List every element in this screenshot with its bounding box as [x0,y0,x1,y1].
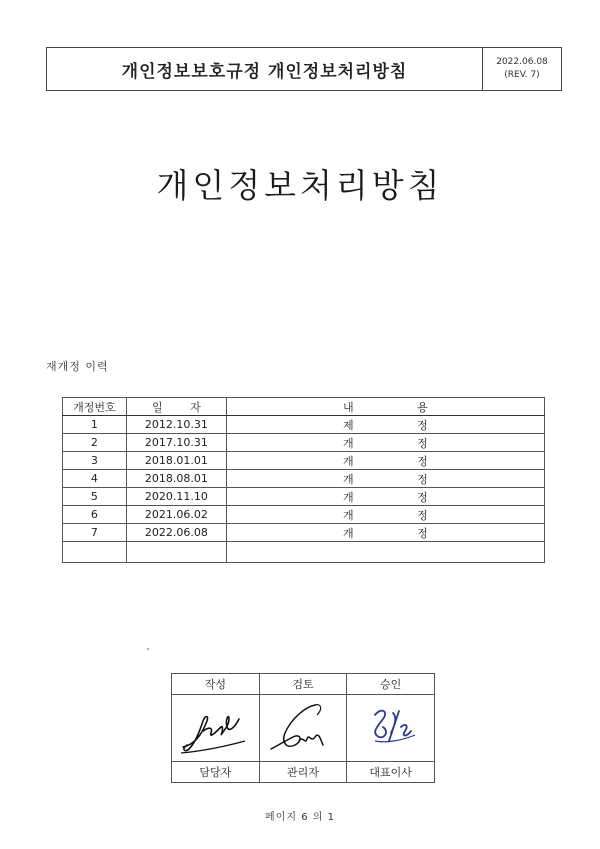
column-header-content: 내 용 [226,398,544,416]
cell-no: 3 [63,452,127,470]
page-footer: 페이지 6 의 1 [265,812,335,823]
cell-date: 2021.06.02 [126,506,226,524]
cell-content: 개 정 [226,470,544,488]
cell-date: 2022.06.08 [126,524,226,542]
cell-no: 1 [63,416,127,434]
signature-reviewer [259,695,347,762]
approval-header-author: 작성 [172,674,260,695]
cell-no: 7 [63,524,127,542]
signature-reviewer-icon [261,697,345,759]
header-revision: (REV. 7) [504,70,540,80]
table-header-row [63,398,545,416]
cell-content: 개 정 [226,506,544,524]
column-header-date: 일 자 [126,398,226,416]
signature-author-icon [173,697,257,759]
table-row [63,416,545,434]
cell-empty [226,542,544,563]
cell-content: 제 정 [226,416,544,434]
column-header-no: 개정번호 [63,398,127,416]
cell-no: 2 [63,434,127,452]
header-meta [483,48,561,90]
table-row [63,434,545,452]
signature-approver-icon [349,697,433,759]
document-header [46,47,562,91]
approval-header-approve: 승인 [347,674,435,695]
revision-history-table [62,397,545,563]
approval-header-review: 검토 [259,674,347,695]
table-row [63,488,545,506]
cell-date: 2018.01.01 [126,452,226,470]
history-label: 재개정 이력 [46,360,109,373]
signature-approver [347,695,435,762]
cell-date: 2017.10.31 [126,434,226,452]
header-title: 개인정보보호규정 개인정보처리방침 [47,48,483,90]
table-row [63,452,545,470]
table-row [63,506,545,524]
approval-role-reviewer: 관리자 [259,762,347,783]
cell-no: 6 [63,506,127,524]
table-row-empty [63,542,545,563]
approval-role-approver: 대표이사 [347,762,435,783]
header-date: 2022.06.08 [496,57,548,67]
cell-no: 4 [63,470,127,488]
cell-content: 개 정 [226,488,544,506]
signature-author [172,695,260,762]
cell-empty [63,542,127,563]
approval-role-author: 담당자 [172,762,260,783]
cell-content: 개 정 [226,524,544,542]
cell-date: 2020.11.10 [126,488,226,506]
cell-no: 5 [63,488,127,506]
document-title: 개인정보처리방침 [156,166,444,205]
scan-speck [147,648,149,650]
cell-content: 개 정 [226,452,544,470]
cell-empty [126,542,226,563]
cell-date: 2012.10.31 [126,416,226,434]
cell-date: 2018.08.01 [126,470,226,488]
cell-content: 개 정 [226,434,544,452]
table-row [63,470,545,488]
table-row [63,524,545,542]
approval-table [171,673,435,783]
